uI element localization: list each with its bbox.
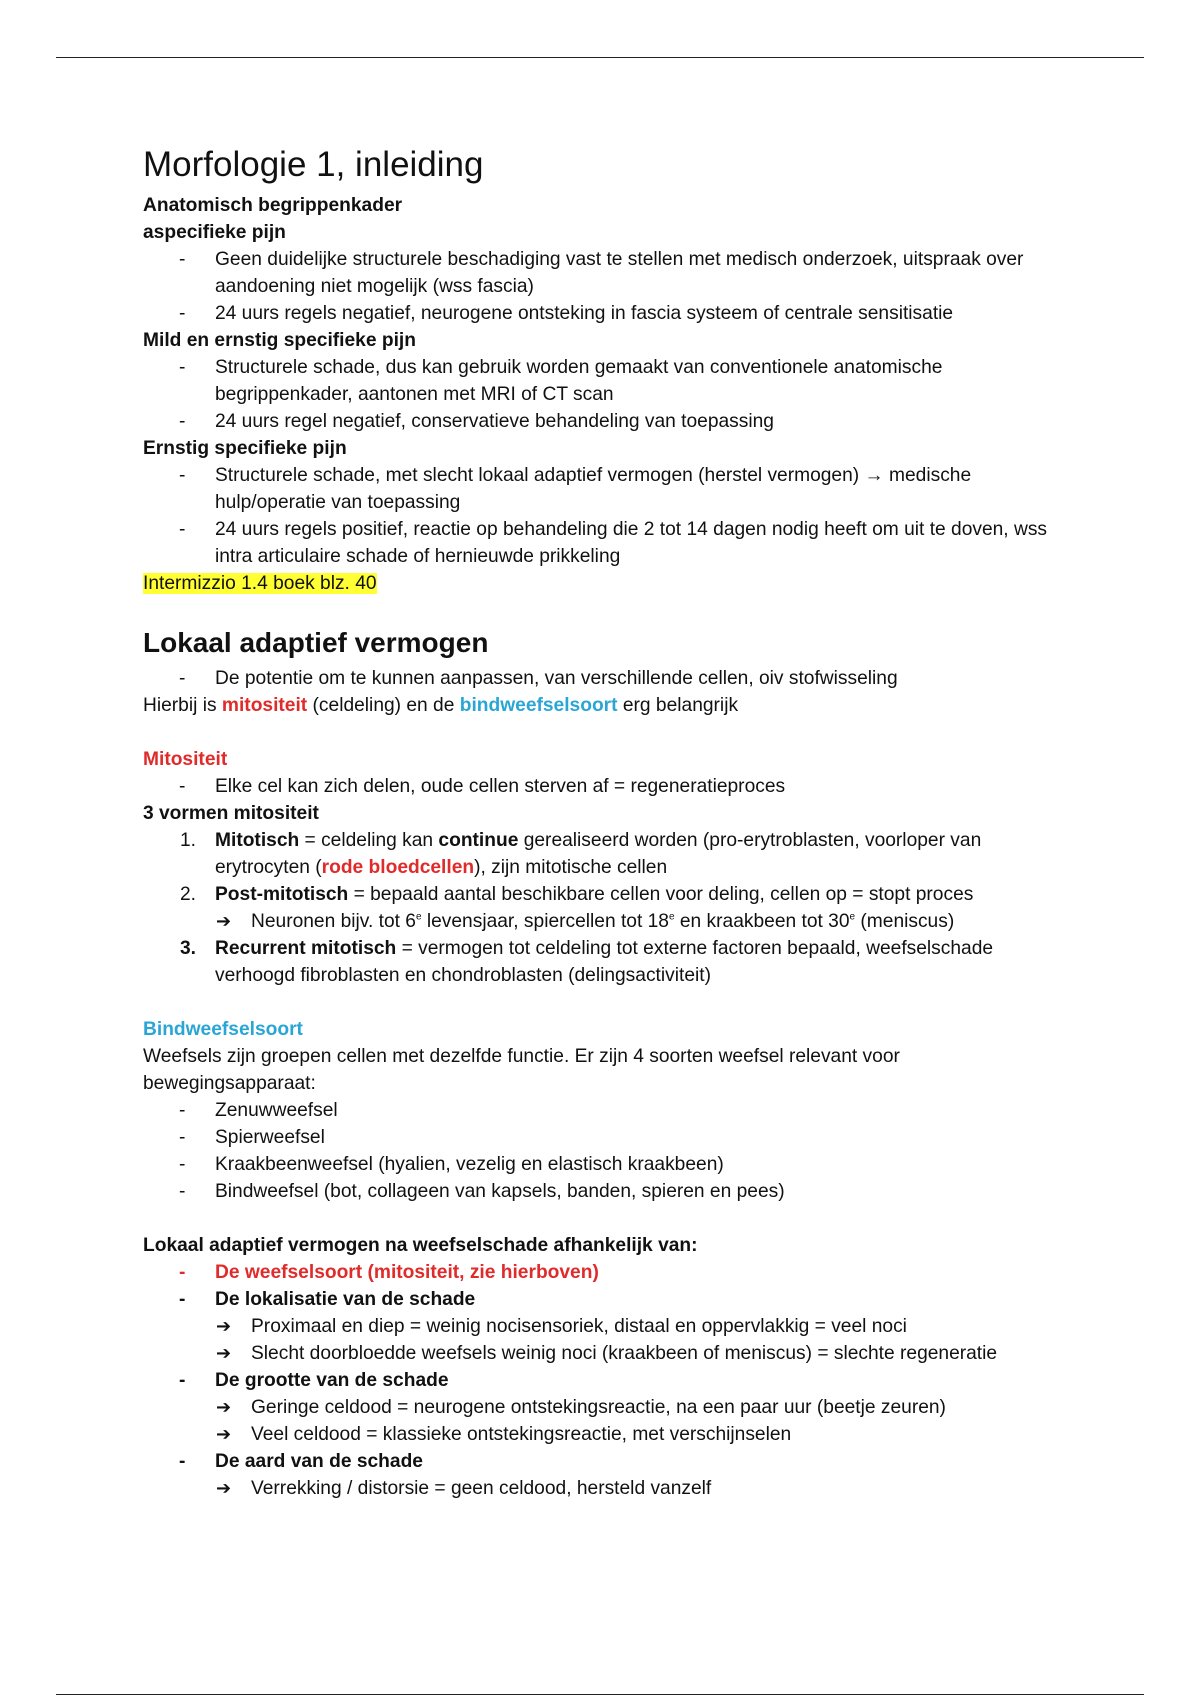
list-item: - De weefselsoort (mitositeit, zie hierboven) xyxy=(143,1259,1063,1286)
highlighted-reference: Intermizzio 1.4 boek blz. 40 xyxy=(143,573,377,594)
dash-marker: - xyxy=(179,303,186,324)
arrow-icon: ➔ xyxy=(216,1316,232,1336)
arrow-icon: ➔ xyxy=(216,1343,232,1363)
dash-marker: - xyxy=(179,249,186,270)
arrow-item: ➔ Neuronen bijv. tot 6e levensjaar, spiercellen tot 18e en kraakbeen tot 30e (meniscus) xyxy=(143,908,1063,935)
keyword-mitositeit: mitositeit xyxy=(221,695,308,716)
dash-marker: - xyxy=(179,1181,186,1202)
arrow-item: ➔ Geringe celdood = neurogene ontstekingsreactie, na een paar uur (beetje zeuren) xyxy=(143,1394,1063,1421)
dash-marker: - xyxy=(179,411,186,432)
dash-marker: - xyxy=(179,776,186,797)
numbered-item: 1. Mitotisch = celdeling kan continue gerealiseerd worden (pro-erytroblasten, voorloper van erytrocyten (rode bloedcellen), zijn mitotische cellen xyxy=(180,830,982,878)
list-item: - 24 uurs regels negatief, neurogene ontsteking in fascia systeem of centrale sensitisatie xyxy=(143,300,1063,327)
label-ernstig: Ernstig specifieke pijn xyxy=(143,438,347,459)
arrow-icon: ➔ xyxy=(216,1397,232,1417)
list-item: - De lokalisatie van de schade xyxy=(143,1286,1063,1313)
list-item: - Bindweefsel (bot, collageen van kapsels, banden, spieren en pees) xyxy=(143,1178,1063,1205)
dash-marker: - xyxy=(179,357,186,378)
arrow-item: ➔ Proximaal en diep = weinig nocisensoriek, distaal en oppervlakkig = veel noci xyxy=(143,1313,1063,1340)
list-item: - Geen duidelijke structurele beschadiging vast te stellen met medisch onderzoek, uitspraak over aandoening niet mogelijk (wss fascia) xyxy=(143,246,1063,300)
keyword-bindweefselsoort: bindweefselsoort xyxy=(459,695,618,716)
list-item: - Kraakbeenweefsel (hyalien, vezelig en elastisch kraakbeen) xyxy=(143,1151,1063,1178)
document-page xyxy=(143,142,1063,1502)
list-item: - Elke cel kan zich delen, oude cellen sterven af = regeneratieproces xyxy=(143,773,1063,800)
numbered-item: 3. Recurrent mitotisch = vermogen tot celdeling tot externe factoren bepaald, weefselschade verhoogd fibroblasten en chondroblasten (delingsactiviteit) xyxy=(180,938,994,986)
paragraph: Weefsels zijn groepen cellen met dezelfde functie. Er zijn 4 soorten weefsel relevant voor bewegingsapparaat: xyxy=(143,1046,900,1094)
label-aspecifieke-pijn: aspecifieke pijn xyxy=(143,222,286,243)
list-item: - Structurele schade, met slecht lokaal adaptief vermogen (herstel vermogen) → medische hulp/operatie van toepassing xyxy=(143,462,1063,516)
page-title: Morfologie 1, inleiding xyxy=(143,145,484,184)
list-item: - Spierweefsel xyxy=(143,1124,1063,1151)
arrow-icon: ➔ xyxy=(216,1478,232,1498)
list-item: - 24 uurs regels positief, reactie op behandeling die 2 tot 14 dagen nodig heeft om uit te doven, wss intra articulaire schade of hernieuwde prikkeling xyxy=(143,516,1063,570)
arrow-item: ➔ Slecht doorbloedde weefsels weinig noci (kraakbeen of meniscus) = slechte regeneratie xyxy=(143,1340,1063,1367)
list-item: - De grootte van de schade xyxy=(143,1367,1063,1394)
list-item: - De potentie om te kunnen aanpassen, van verschillende cellen, oiv stofwisseling xyxy=(143,665,1063,692)
list-item: - Zenuwweefsel xyxy=(143,1097,1063,1124)
footer-rule xyxy=(56,1694,1144,1695)
arrow-item: ➔ Verrekking / distorsie = geen celdood, hersteld vanzelf xyxy=(143,1475,1063,1502)
dash-marker: - xyxy=(179,519,186,540)
section-heading-lokaal: Lokaal adaptief vermogen xyxy=(143,627,489,658)
subheading-bindweefselsoort: Bindweefselsoort xyxy=(143,1019,303,1040)
label-mild-ernstig: Mild en ernstig specifieke pijn xyxy=(143,330,416,351)
list-item: - De aard van de schade xyxy=(143,1448,1063,1475)
dash-marker: - xyxy=(179,1262,186,1283)
dash-marker: - xyxy=(179,1370,186,1391)
intro-paragraph: Hierbij is mitositeit (celdeling) en de bindweefselsoort erg belangrijk xyxy=(143,695,739,716)
dash-marker: - xyxy=(179,1100,186,1121)
dash-marker: - xyxy=(179,1451,186,1472)
header-rule xyxy=(56,57,1144,58)
dash-marker: - xyxy=(179,465,186,486)
dash-marker: - xyxy=(179,1154,186,1175)
section-heading-anatomisch: Anatomisch begrippenkader xyxy=(143,195,403,216)
arrow-icon: ➔ xyxy=(216,911,232,931)
dash-marker: - xyxy=(179,1289,186,1310)
subheading-mitositeit: Mitositeit xyxy=(143,749,228,770)
arrow-icon: ➔ xyxy=(216,1424,232,1444)
list-item: - Structurele schade, dus kan gebruik worden gemaakt van conventionele anatomische begrippenkader, aantonen met MRI of CT scan xyxy=(143,354,1063,408)
dash-marker: - xyxy=(179,668,186,689)
label-3-vormen: 3 vormen mitositeit xyxy=(143,803,319,824)
list-item: - 24 uurs regel negatief, conservatieve behandeling van toepassing xyxy=(143,408,1063,435)
arrow-item: ➔ Veel celdood = klassieke ontstekingsreactie, met verschijnselen xyxy=(143,1421,1063,1448)
dash-marker: - xyxy=(179,1127,186,1148)
numbered-item: 2. Post-mitotisch = bepaald aantal beschikbare cellen voor deling, cellen op = stopt proces xyxy=(180,884,974,905)
subheading-lokaal-adaptief: Lokaal adaptief vermogen na weefselschade afhankelijk van: xyxy=(143,1235,698,1256)
